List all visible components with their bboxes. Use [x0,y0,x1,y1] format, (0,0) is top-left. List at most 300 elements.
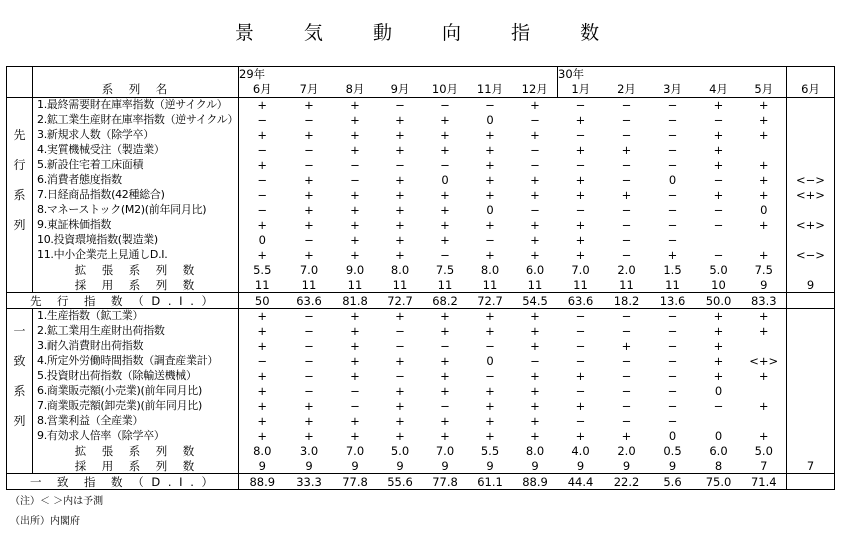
table-cell [787,143,835,158]
table-row [7,202,835,217]
di-value: 44.4 [558,474,604,490]
table-cell: + [575,187,586,202]
table-cell: − [667,232,678,247]
month-header: 5月 [742,82,787,97]
di-value: 63.6 [558,293,604,309]
table-cell: − [395,324,405,339]
table-cell: − [530,202,540,217]
table-row [7,339,835,354]
table-cell: 11 [573,277,588,292]
table-cell: − [440,399,450,414]
table-row [7,354,835,369]
table-cell: + [440,217,450,232]
table-cell: − [530,143,540,158]
table-cell: − [575,128,586,143]
table-cell: + [485,128,495,143]
table-cell: 9 [760,277,768,292]
series-name: 2.鉱工業用生産財出荷指数 [33,324,239,339]
table-cell [742,232,787,247]
table-row [7,217,835,232]
series-name: 9.東証株価指数 [33,217,239,232]
table-cell: + [440,187,450,202]
table-cell: <+> [749,354,779,369]
table-cell [787,339,835,354]
di-value: 77.8 [333,474,378,490]
table-cell: 0 [714,384,723,399]
table-cell: + [530,247,540,262]
table-cell: 8.0 [239,443,286,458]
table-row [7,384,835,399]
table-cell: 0 [486,354,494,369]
table-row [7,399,835,414]
table-cell: 7.0 [435,443,455,458]
table-cell: + [304,98,314,113]
table-cell: + [485,414,495,429]
table-cell: 7.0 [571,262,590,277]
table-cell: − [575,384,586,399]
di-value: 5.6 [650,474,696,490]
di-value: 50 [239,293,286,309]
di-value: 61.1 [468,474,513,490]
table-cell: + [530,324,540,339]
leading-side-label: 行 [7,158,33,173]
table-cell: + [758,247,769,262]
table-cell: − [575,354,586,369]
table-cell: + [713,339,724,354]
table-cell: − [395,369,405,384]
header-row-years [7,67,835,82]
table-cell: 11 [619,277,634,292]
series-name-header: 系 列 名 [33,82,239,97]
table-cell: + [440,309,450,324]
table-cell: − [440,247,450,262]
table-cell: + [758,113,769,128]
series-name: 8.営業利益（全産業） [33,414,239,429]
table-cell: 7.5 [435,262,455,277]
table-cell: − [575,158,586,173]
table-cell: − [621,158,632,173]
table-cell: + [575,143,586,158]
ext-label: 拡 張 系 列 数 [33,443,239,458]
table-cell: + [304,399,314,414]
table-cell: + [713,98,724,113]
table-cell: + [395,354,405,369]
table-cell: 8.0 [390,262,410,277]
table-cell: + [530,309,540,324]
table-cell: + [575,369,586,384]
table-cell: − [667,369,678,384]
table-cell: + [304,428,314,443]
series-name: 6.消費者態度指数 [33,173,239,188]
table-cell: − [667,354,678,369]
table-cell: − [530,354,540,369]
adopt-row [7,458,835,473]
table-cell: − [239,173,286,188]
table-row [7,232,835,247]
table-row [7,188,835,203]
table-cell: 9 [787,277,835,292]
table-cell: 9 [486,458,494,473]
table-cell: − [667,98,678,113]
table-cell: + [440,384,450,399]
table-cell: + [485,309,495,324]
coincident-side-label: 一 [7,324,33,339]
table-cell: 10 [711,277,726,292]
table-cell: − [621,232,632,247]
table-cell: − [621,98,632,113]
table-cell: − [713,399,724,414]
table-cell: 11 [347,277,363,292]
table-cell: 4.0 [571,443,590,458]
table-cell: + [350,187,360,202]
table-cell: − [667,217,678,232]
table-cell: − [239,354,286,369]
table-cell: 6.0 [709,443,728,458]
table-cell: + [530,414,540,429]
table-cell: + [239,217,286,232]
series-name: 1.最終需要財在庫率指数（逆サイクル） [33,97,239,112]
coincident-side-label: 致 [7,354,33,369]
table-cell: + [530,173,540,188]
table-cell: − [667,399,678,414]
table-cell [787,128,835,143]
table-cell: 9 [622,458,631,473]
table-cell: + [713,354,724,369]
table-cell: + [758,187,769,202]
table-cell: 0 [441,173,449,188]
table-cell: + [530,232,540,247]
table-cell: + [758,173,769,188]
di-value: 63.6 [286,293,333,309]
table-cell: + [239,309,286,324]
table-cell: + [350,428,360,443]
year-label-30: 30年 [558,67,604,82]
table-cell: 7.0 [299,262,319,277]
di-row [7,293,835,309]
series-name: 9.有効求人倍率（除学卒） [33,429,239,444]
table-cell: + [304,414,314,429]
table-cell [787,202,835,217]
ext-row [7,262,835,277]
table-cell: + [575,113,586,128]
table-cell: + [304,187,314,202]
table-cell: − [621,217,632,232]
month-header: 8月 [333,82,378,97]
table-cell: − [621,324,632,339]
table-cell: − [575,202,586,217]
table-row [7,369,835,384]
table-cell: + [440,324,450,339]
table-cell: + [395,309,405,324]
table-cell: + [304,247,314,262]
table-row [7,309,835,324]
series-name: 4.実質機械受注（製造業） [33,143,239,158]
table-cell: − [239,143,286,158]
table-cell: + [713,369,724,384]
table-cell: 0 [668,428,677,443]
table-cell: − [350,173,360,188]
page-title: 景 気 動 向 指 数 [234,22,622,44]
table-cell: + [530,428,540,443]
table-cell: − [621,369,632,384]
table-cell: + [350,232,360,247]
table-cell: + [440,428,450,443]
year-label-29: 29年 [239,67,286,82]
series-name: 5.投資財出荷指数（除輸送機械） [33,369,239,384]
table-cell: 11 [527,277,543,292]
month-header: 12月 [513,82,558,97]
table-cell: + [239,247,286,262]
table-row [7,97,835,112]
table-cell: − [667,143,678,158]
table-cell: + [395,143,405,158]
table-cell: 9 [441,458,449,473]
table-cell: + [530,384,540,399]
table-cell: + [395,187,405,202]
table-cell: 0.5 [663,443,682,458]
table-cell: + [758,158,769,173]
table-row [7,429,835,444]
table-cell [787,158,835,173]
table-cell [787,443,835,458]
table-cell: + [758,217,769,232]
month-header: 3月 [650,82,696,97]
table-cell: − [304,354,314,369]
table-cell [787,429,835,444]
series-name: 3.耐久消費財出荷指数 [33,339,239,354]
table-cell: − [304,158,314,173]
series-name: 5.新設住宅着工床面積 [33,158,239,173]
table-cell: − [485,339,495,354]
table-cell: − [621,414,632,429]
table-cell: + [758,369,769,384]
di-value: 13.6 [650,293,696,309]
table-cell [742,384,787,399]
table-cell: + [350,217,360,232]
leading-side-label: 先 [7,128,33,143]
table-cell: + [239,339,286,354]
table-cell: + [350,354,360,369]
table-cell: − [304,339,314,354]
table-cell: − [485,98,495,113]
di-value: 54.5 [513,293,558,309]
table-cell: − [440,339,450,354]
table-cell: + [713,143,724,158]
series-name: 8.マネーストック(M2)(前年同月比) [33,202,239,217]
table-cell: + [395,232,405,247]
table-cell: − [667,187,678,202]
table-cell: + [530,98,540,113]
table-cell: 7.0 [345,443,365,458]
series-name: 1.生産指数（鉱工業） [33,309,239,324]
table-row [7,158,835,173]
adopt-row [7,277,835,292]
table-cell [742,143,787,158]
di-value: 18.2 [604,293,650,309]
table-cell: − [575,339,586,354]
table-cell: + [239,384,286,399]
table-cell: − [239,202,286,217]
di-value: 22.2 [604,474,650,490]
table-cell: + [440,202,450,217]
table-cell: + [239,128,286,143]
series-name: 2.鉱工業生産財在庫率指数（逆サイクル） [33,113,239,128]
coincident-side-label: 系 [7,384,33,399]
table-cell: + [758,309,769,324]
table-cell: <−> [787,247,835,262]
table-cell: + [485,428,495,443]
series-name: 3.新規求人数（除学卒） [33,128,239,143]
table-cell: + [239,414,286,429]
note-text: （注）＜ ＞内は予測 [10,496,104,507]
table-cell: 8.0 [525,443,545,458]
table-cell: <+> [787,217,835,232]
table-cell: − [239,188,286,203]
table-cell: − [713,247,724,262]
adopt-label: 採 用 系 列 数 [33,277,239,292]
table-cell: − [667,158,678,173]
table-cell: + [395,128,405,143]
coincident-side-label: 列 [7,414,33,429]
table-cell: − [304,113,314,128]
table-cell: − [304,143,314,158]
table-cell [787,399,835,414]
table-cell: + [239,399,286,414]
table-cell: − [667,384,678,399]
di-value: 88.9 [513,474,558,490]
business-conditions-table [6,66,835,490]
table-cell: 8 [714,458,723,473]
table-cell: − [667,128,678,143]
table-cell: + [575,247,586,262]
month-header: 6月 [787,82,835,97]
table-cell: − [304,232,314,247]
table-cell: 7 [760,458,768,473]
table-row [7,414,835,429]
table-cell: 0 [668,173,677,188]
table-cell: + [395,113,405,128]
table-cell: − [667,309,678,324]
table-cell: − [395,339,405,354]
table-cell: + [485,247,495,262]
table-cell [696,414,742,429]
table-cell: + [304,128,314,143]
table-cell [787,113,835,128]
table-cell: + [440,414,450,429]
table-cell: − [713,173,724,188]
table-cell: + [530,187,540,202]
table-cell: 1.5 [663,262,682,277]
table-cell: + [239,97,286,112]
table-cell [787,354,835,369]
table-cell: 0 [760,202,768,217]
di-value: 88.9 [239,474,286,490]
table-cell: + [575,232,586,247]
table-cell: + [575,173,586,188]
table-cell: 11 [301,277,317,292]
di-value: 72.7 [468,293,513,309]
table-cell: − [530,158,540,173]
table-cell: + [395,399,405,414]
table-cell: 11 [665,277,680,292]
table-cell: + [395,217,405,232]
table-cell: + [395,428,405,443]
di-value [787,474,835,490]
table-cell [787,262,835,277]
table-cell: + [485,173,495,188]
month-header: 2月 [604,82,650,97]
table-cell: 0 [714,428,723,443]
series-name: 11.中小企業売上見通しD.I. [33,247,239,262]
table-cell: − [667,202,678,217]
table-cell: − [621,309,632,324]
di-value: 50.0 [696,293,742,309]
table-cell: 11 [482,277,498,292]
table-cell [787,324,835,339]
header-row-months [7,82,835,97]
series-name: 7.商業販売額(卸売業)(前年同月比) [33,399,239,414]
table-cell: + [350,202,360,217]
table-cell: + [485,217,495,232]
table-cell: + [485,187,495,202]
table-cell: + [350,113,360,128]
di-value: 75.0 [696,474,742,490]
table-cell: 11 [239,277,286,292]
table-cell: + [350,309,360,324]
table-cell: 9.0 [345,262,365,277]
table-cell: + [485,384,495,399]
month-header: 11月 [468,82,513,97]
table-cell: 5.0 [754,443,773,458]
table-cell: 9 [668,458,677,473]
table-cell: + [758,399,769,414]
table-cell: <+> [787,188,835,203]
table-cell: + [395,414,405,429]
table-cell: + [621,428,632,443]
table-cell: + [350,128,360,143]
table-cell: − [621,202,632,217]
table-row [7,113,835,128]
table-cell: 7.5 [754,262,773,277]
table-cell: − [440,158,450,173]
table-cell: + [350,324,360,339]
table-cell: 9 [239,458,286,473]
table-cell: + [621,143,632,158]
table-cell: + [530,369,540,384]
table-cell: + [667,247,678,262]
table-cell: + [395,247,405,262]
table-cell: + [485,399,495,414]
table-cell: + [440,369,450,384]
table-cell: 11 [392,277,408,292]
table-cell: − [395,158,405,173]
table-cell: + [239,429,286,444]
month-header: 10月 [423,82,468,97]
month-header: 4月 [696,82,742,97]
table-cell: 9 [576,458,585,473]
table-cell: + [621,187,632,202]
table-cell: + [485,158,495,173]
table-cell: 0 [239,232,286,247]
table-cell: − [304,384,314,399]
table-cell: 5.5 [480,443,500,458]
table-cell: 5.0 [709,262,728,277]
table-cell: 3.0 [299,443,319,458]
table-cell [787,384,835,399]
table-cell: − [713,113,724,128]
series-name: 7.日経商品指数(42種総合) [33,188,239,203]
di-value [787,293,835,309]
